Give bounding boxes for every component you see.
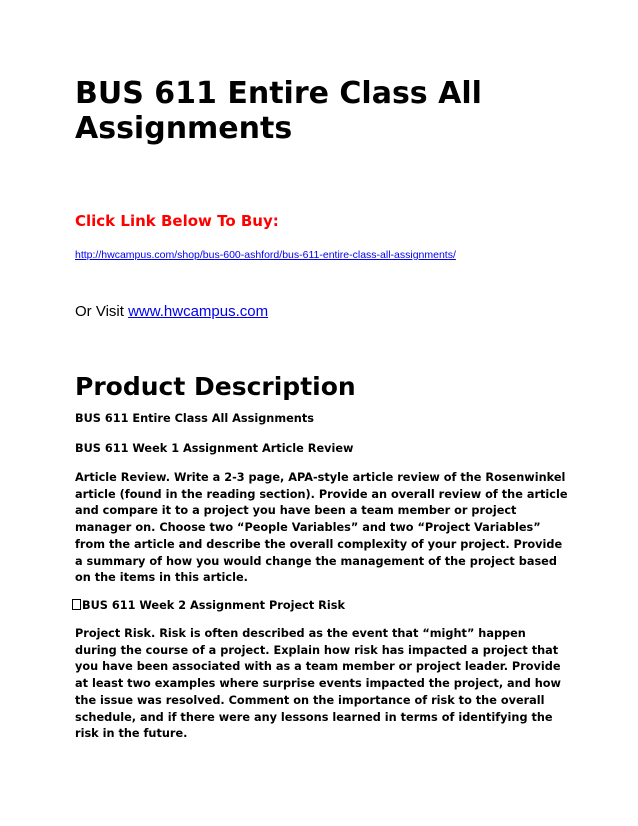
homepage-link[interactable]: www.hwcampus.com — [128, 303, 269, 320]
product-description-heading: Product Description — [75, 372, 356, 401]
week1-description: Article Review. Write a 2-3 page, APA-style article review of the Rosenwinkel article (found in the reading section). Provide an overall review of the article and compare it to a project you have been a team member or project manager on. Choose two “People Variables” and two “Project Variables” from the article and describe the overall complexity of your project. Provide a summary of how you would change the management of the project based on the items in this article. — [75, 471, 568, 585]
week1-heading: BUS 611 Week 1 Assignment Article Review — [75, 442, 354, 455]
buy-link[interactable]: http://hwcampus.com/shop/bus-600-ashford/bus-611-entire-class-all-assignments/ — [75, 249, 456, 261]
missing-glyph-box-icon — [72, 599, 81, 610]
document-title: BUS 611 Entire Class All Assignments — [75, 76, 482, 146]
or-visit-prefix: Or Visit — [75, 303, 129, 320]
or-visit-line — [75, 303, 268, 320]
buy-heading: Click Link Below To Buy: — [75, 212, 279, 230]
week2-heading: BUS 611 Week 2 Assignment Project Risk — [82, 599, 345, 612]
week2-heading-line — [72, 598, 567, 615]
week2-description: Project Risk. Risk is often described as the event that “might” happen during the course of a project. Explain how risk has impacted a project that you have been associated with as a team member or project leader. Provide at least two examples where surprise events impacted the project, and how the issue was resolved. Comment on the importance of risk to the overall schedule, and if there were any lessons learned in terms of identifying the risk in the future. — [75, 627, 561, 741]
class-title-paragraph: BUS 611 Entire Class All Assignments — [75, 412, 314, 425]
